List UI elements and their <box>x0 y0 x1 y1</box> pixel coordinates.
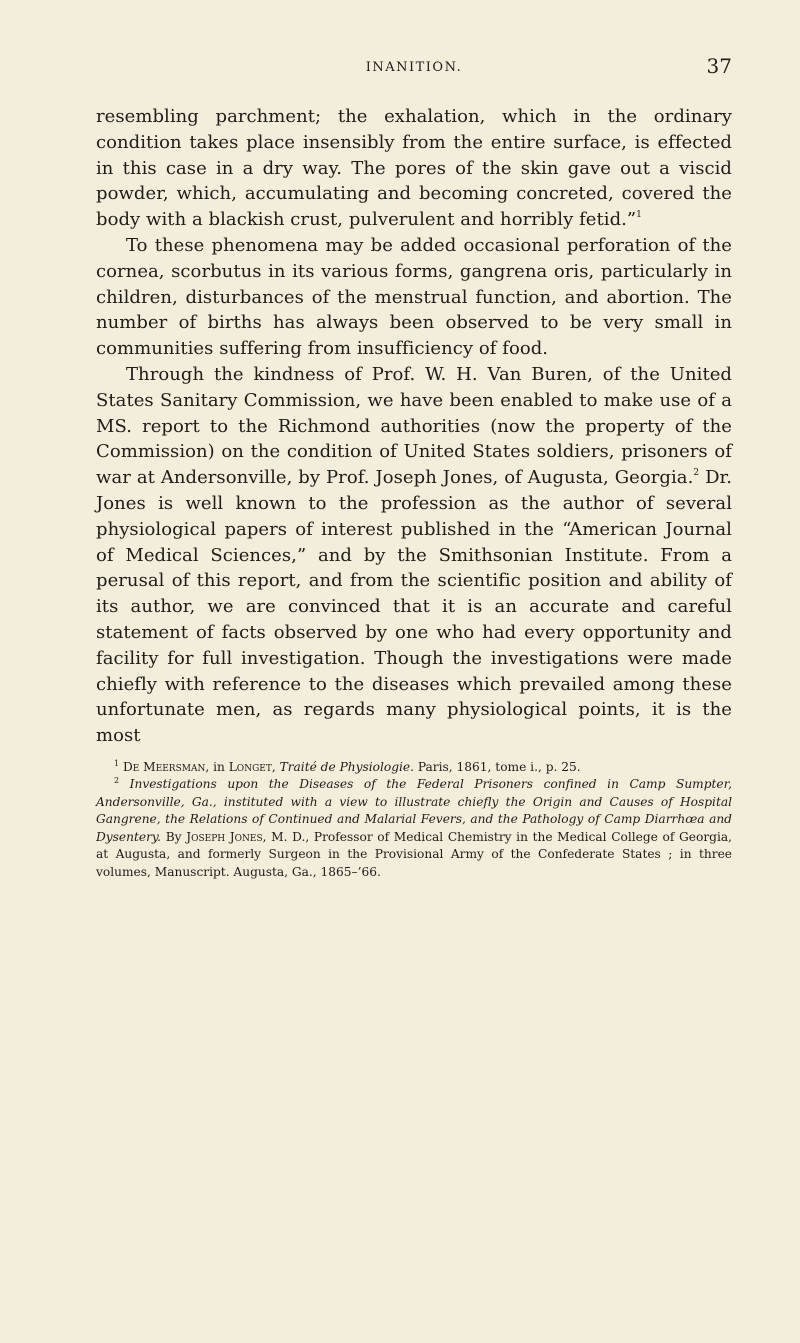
footnotes <box>96 759 732 882</box>
paragraph-2: To these phenomena may be added occasional perforation of the cornea, scorbutus in its various forms, gangrena oris, particularly in children, disturbances of the menstrual function, and abortion. The number of births has always been observed to be very small in communities suffering from insufficiency of food. <box>96 234 732 360</box>
footnote-2-rest: , M. D., Professor of Medical Chemistry in the Medical College of Georgia, at Augusta, and formerly Surgeon in the Provisional Army of the Confederate States ; in three volumes, Manuscript. Augusta, Ga., 1865–’66. <box>96 829 732 879</box>
footnote-2-author: Joseph Jones <box>186 829 263 844</box>
book-page <box>96 0 732 1343</box>
footnote-2 <box>96 776 732 881</box>
page-header <box>96 0 732 104</box>
footnote-ref-1: 1 <box>636 210 642 221</box>
footnote-1-title: Traité de Physiologie. <box>279 759 415 774</box>
running-head: INANITION. <box>365 60 463 75</box>
paragraph-3-text-a: Through the kindness of Prof. W. H. Van Buren, of the United States Sanitary Commission, we have been enabled to make use of a MS. report to the Richmond authorities (now the property of the Commission) on the condition of United States soldiers, prisoners of war at Andersonville, by Prof. Joseph Jones, of Augusta, Georgia. <box>96 363 732 489</box>
footnote-1-editor: Longet <box>228 759 272 774</box>
footnote-1-rest: Paris, 1861, tome i., p. 25. <box>414 759 581 774</box>
footnote-1-mid: , in <box>205 759 229 774</box>
paragraph-3-text-b: Dr. Jones is well known to the profession as the author of several physiological papers of interest published in the “American Journal of Medical Sciences,” and by the Smithsonian Institute. From a perusal of this report, and from the scientific position and ability of its author, we are convinced that it is an accurate and careful statement of facts observed by one who had every opportunity and facility for full investigation. Though the investigations were made chiefly with reference to the diseases which prevailed among these unfortunate men, as regards many physiological points, it is the most <box>96 467 732 747</box>
footnote-1-mark: 1 <box>114 758 120 768</box>
paragraph-1 <box>96 104 732 233</box>
footnote-2-mark: 2 <box>114 776 120 786</box>
paragraph-3 <box>96 362 732 749</box>
page-number: 37 <box>706 54 732 78</box>
paragraph-1-text: resembling parchment; the exhalation, which in the ordinary condition takes place insensibly from the entire surface, is effected in this case in a dry way. The pores of the skin gave out a viscid powder, which, accumulating and becoming concreted, covered the body with a blackish crust, pulverulent and horribly fetid.” <box>96 106 732 231</box>
body-text <box>96 104 732 749</box>
footnote-2-title: Investigations upon the Diseases of the Federal Prisoners confined in Camp Sumpter, Andersonville, Ga., instituted with a view to illustrate chiefly the Origin and Causes of Hospital Gangrene, the Relations of Continued and Malarial Fevers, and the Pathology of Camp Diarrhœa and Dysentery. <box>96 777 732 844</box>
footnote-1-sep: , <box>271 759 280 774</box>
footnote-ref-2: 2 <box>693 468 700 479</box>
footnote-1 <box>96 759 732 777</box>
footnote-2-by: By <box>161 829 187 844</box>
footnote-1-author: De Meersman <box>122 759 206 774</box>
